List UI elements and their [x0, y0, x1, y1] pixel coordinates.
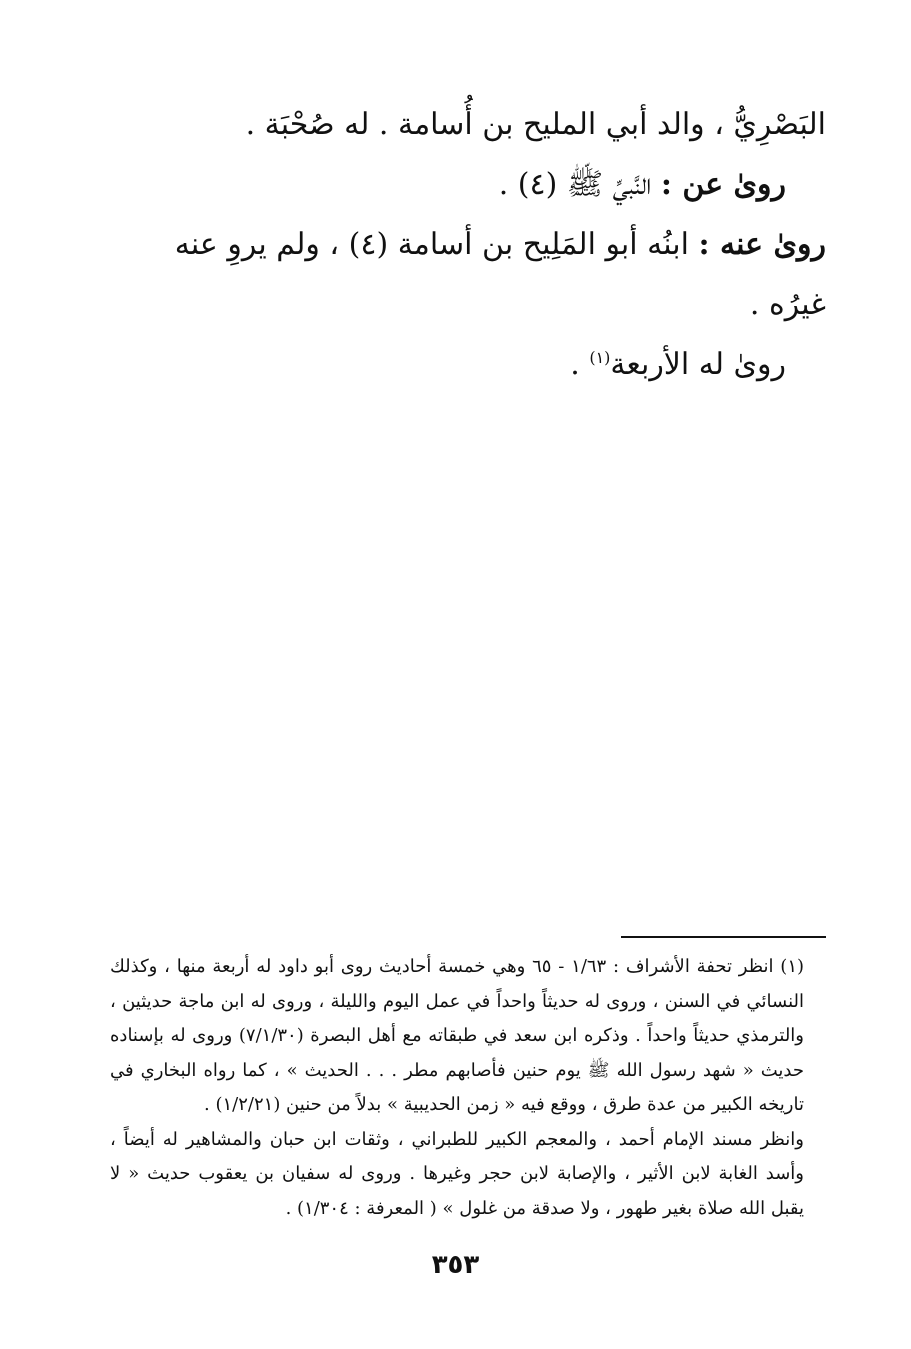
footnote-1: (١) انظر تحفة الأشراف : ١/٦٣ - ٦٥ وهي خمسة أحاديث روى أبو داود له أربعة منها ، وكذلك النسائي في السنن ، وروى له حديثاً واحداً في عمل اليوم والليلة ، وروى له ابن ماجة حديثين ، والترمذي حديثاً واحداً . وذكره ابن سعد في طبقاته مع أهل البصرة (٧/١/٣٠) وروى له بإسناده حديث « شهد رسول الله ﷺ يوم حنين فأصابهم مطر . . . الحديث » ، كما رواه البخاري في تاريخه الكبير من عدة طرق ، ووقع فيه « زمن الحديبية » بدلاً من حنين (١/٢/٢١) .: [110, 956, 805, 1115]
main-text: [110, 95, 826, 395]
narrated-from-text: النَّبيِّ ﷺ (٤) .: [498, 167, 652, 202]
narrators-line: [110, 335, 826, 395]
narrated-from-line: [110, 155, 826, 215]
narrated-by-line: [110, 215, 826, 335]
biography-text: البَصْرِيُّ ، والد أبي المليح بن أُسامة . له صُحْبَة .: [245, 107, 826, 142]
narrators-end: .: [570, 347, 590, 382]
footnote-separator: [621, 936, 826, 938]
footnotes: [110, 950, 826, 1226]
footnote-reference[interactable]: (١): [589, 348, 611, 367]
narrators-text: روىٰ له الأربعة: [610, 347, 786, 382]
page-number: ٣٥٣: [431, 1250, 480, 1280]
narrated-by-text: ابنُه أبو المَلِيح بن أسامة (٤) ، ولم يروِ عنه غيرُه .: [174, 227, 826, 322]
narrated-by-label: روىٰ عنه :: [698, 227, 826, 262]
biography-line: [110, 95, 826, 155]
footnote-1-continued: وانظر مسند الإمام أحمد ، والمعجم الكبير للطبراني ، وثقات ابن حبان والمشاهير له أيضاً ، وأسد الغابة لابن الأثير ، والإصابة لابن حجر وغيرها . وروى له سفيان بن يعقوب حديث « لا يقبل الله صلاة بغير طهور ، ولا صدقة من غلول » ( المعرفة : ١/٣٠٤) .: [110, 1128, 804, 1219]
narrated-from-label: روىٰ عن :: [660, 167, 786, 202]
